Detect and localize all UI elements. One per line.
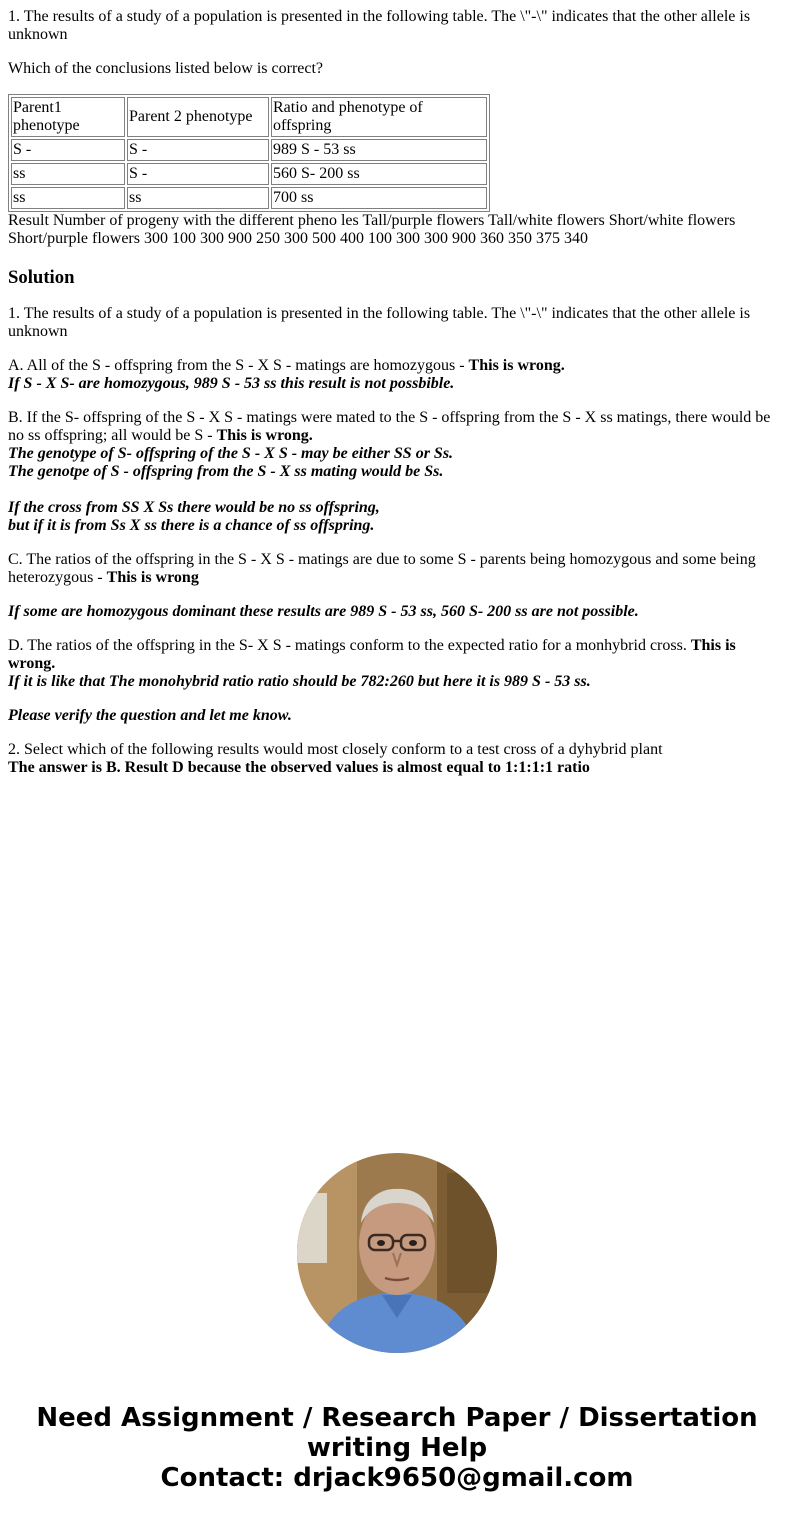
table-cell: 560 S- 200 ss bbox=[271, 163, 487, 185]
answer-b bbox=[8, 409, 786, 535]
answer-c-verdict: This is wrong bbox=[106, 569, 199, 586]
table-cell: ss bbox=[127, 187, 269, 209]
table-cell: 989 S - 53 ss bbox=[271, 139, 487, 161]
promo-banner bbox=[0, 1403, 794, 1493]
table-row bbox=[11, 139, 487, 161]
table-cell: S - bbox=[127, 163, 269, 185]
promo-line-2: writing Help bbox=[306, 1433, 488, 1463]
table-row bbox=[11, 163, 487, 185]
author-portrait-image bbox=[297, 1153, 497, 1353]
answer-d-text: D. The ratios of the offspring in the S- X S - matings conform to the expected ratio for a monhybrid cross. bbox=[8, 637, 691, 654]
question-2 bbox=[8, 741, 786, 777]
answer-b-reason-4: but if it is from Ss X ss there is a chance of ss offspring. bbox=[8, 517, 375, 534]
answer-c-reason: If some are homozygous dominant these results are 989 S - 53 ss, 560 S- 200 ss are not possible. bbox=[8, 603, 639, 620]
table-header-cell: Parent1 phenotype bbox=[11, 97, 125, 137]
answer-a-verdict: This is wrong. bbox=[468, 357, 565, 374]
answer-d-verdict: This is wrong. bbox=[8, 637, 736, 672]
solution-intro: 1. The results of a study of a population is presented in the following table. The \"-\" indicates that the other allele is unknown bbox=[8, 305, 751, 340]
promo-line-1: Need Assignment / Research Paper / Dissertation bbox=[36, 1403, 758, 1433]
table-cell: 700 ss bbox=[271, 187, 487, 209]
result-line: Result Number of progeny with the different pheno les Tall/purple flowers Tall/white flowers Short/white flowers Short/purple flowers 300 100 300 900 250 300 500 400 100 300 300 900 360 350 375 340 bbox=[8, 212, 736, 247]
table-cell: S - bbox=[127, 139, 269, 161]
results-table bbox=[8, 94, 490, 212]
answer-b-text: B. If the S- offspring of the S - X S - matings were mated to the S - offspring from the S - X ss matings, there would be no ss offspring; all would be S - bbox=[8, 409, 771, 444]
answer-c-text: C. The ratios of the offspring in the S - X S - matings are due to some S - parents being homozygous and some being heterozygous - bbox=[8, 551, 756, 586]
answer-a-text: A. All of the S - offspring from the S - X S - matings are homozygous - bbox=[8, 357, 469, 374]
answer-b-verdict: This is wrong. bbox=[216, 427, 313, 444]
answer-a bbox=[8, 357, 786, 393]
table-header-cell: Ratio and phenotype of offspring bbox=[271, 97, 487, 137]
promo-contact: Contact: drjack9650@gmail.com bbox=[160, 1463, 634, 1493]
answer-c-reason-block bbox=[8, 603, 786, 621]
answer-b-reason-3: If the cross from SS X Ss there would be no ss offspring, bbox=[8, 499, 380, 516]
answer-a-reason: If S - X S- are homozygous, 989 S - 53 ss this result is not possbible. bbox=[8, 375, 455, 392]
table-row bbox=[11, 187, 487, 209]
table-cell: ss bbox=[11, 187, 125, 209]
table-cell: ss bbox=[11, 163, 125, 185]
answer-c bbox=[8, 551, 786, 587]
question-2-answer: The answer is B. Result D because the observed values is almost equal to 1:1:1:1 ratio bbox=[8, 759, 590, 776]
answer-d-reason: If it is like that The monohybrid ratio ratio should be 782:260 but here it is 989 S - 53 ss. bbox=[8, 673, 591, 690]
author-avatar bbox=[297, 1153, 497, 1353]
verify-note-block bbox=[8, 707, 786, 725]
answer-b-reason-2: The genotpe of S - offspring from the S - X ss mating would be Ss. bbox=[8, 463, 444, 480]
verify-note: Please verify the question and let me know. bbox=[8, 707, 292, 724]
table-header-row bbox=[11, 97, 487, 137]
question-prompt: Which of the conclusions listed below is correct? bbox=[8, 60, 324, 77]
answer-b-reason-1: The genotype of S- offspring of the S - X S - may be either SS or Ss. bbox=[8, 445, 454, 462]
question-intro: 1. The results of a study of a population is presented in the following table. The \"-\" indicates that the other allele is unknown bbox=[8, 8, 751, 43]
table-header-cell: Parent 2 phenotype bbox=[127, 97, 269, 137]
solution-heading: Solution bbox=[8, 267, 75, 288]
table-cell: S - bbox=[11, 139, 125, 161]
question-2-text: 2. Select which of the following results would most closely conform to a test cross of a dyhybrid plant bbox=[8, 741, 663, 758]
answer-d bbox=[8, 637, 786, 691]
